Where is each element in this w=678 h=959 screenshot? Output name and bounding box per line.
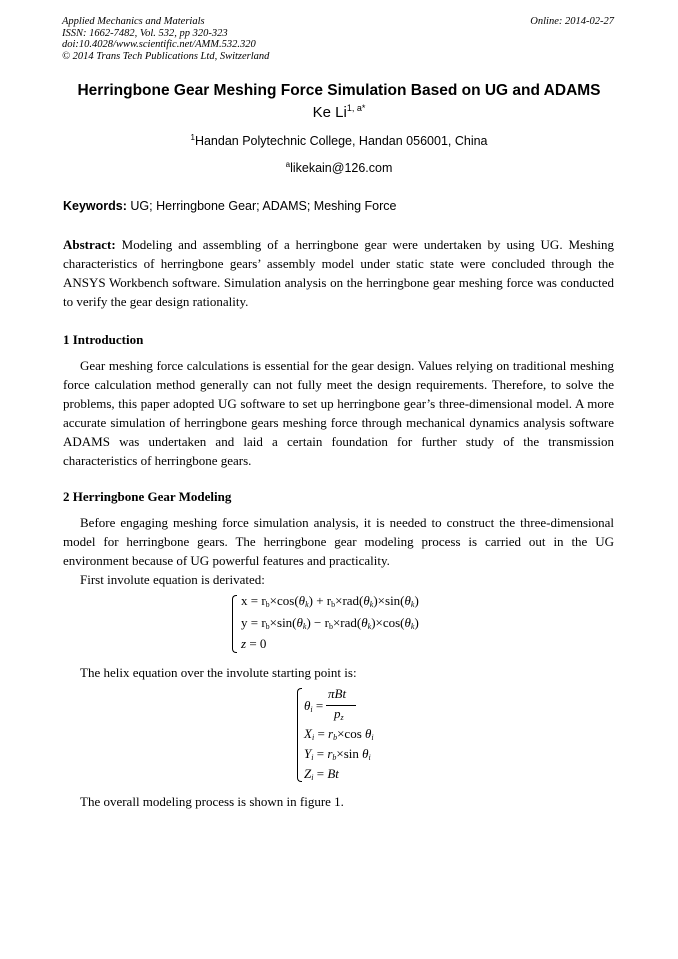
involute-equation [232,593,462,655]
helix-eq-x: Xi = rb×cos θi [304,726,374,742]
journal-header [62,16,269,62]
involute-eq-x: $x = r_b\times\cos(\theta k) + r_b\times rad(\theta k)\times\sin(\theta k)$ [241,593,419,609]
copyright-line: © 2014 Trans Tech Publications Ltd, Switzerland [62,50,270,62]
abstract-label: Abstract: [63,237,116,252]
journal-name: Applied Mechanics and Materials [62,16,205,27]
section-heading-modeling: 2 Herringbone Gear Modeling [63,489,232,504]
helix-fraction-denominator: pz [334,706,344,722]
modeling-paragraph: Before engaging meshing force simulation analysis, it is needed to construct the three-dimensional model for herringbone gears. The herringbone gear modeling process is carried out in the UG environment because of UG powerful features and practicality. [63,515,614,568]
helix-eq-y: Yi = rb×sin θi [304,746,371,762]
abstract-text: Modeling and assembling of a herringbone gear were undertaken by using UG. Meshing characteristics of herringbone gears’ assembly model under static state were concluded through the ANSYS Workbench software. Simulation analysis on the herringbone gear meshing force was conducted to verify the gear design rationality. [63,237,614,309]
doi-line[interactable]: doi:10.4028/www.scientific.net/AMM.532.320 [62,39,256,50]
abstract-paragraph [63,235,614,311]
introduction-paragraph: Gear meshing force calculations is essential for the gear design. Values relying on traditional meshing force calculation method generally can not fully meet the design requirements. Therefore, to solve the problems, this paper adopted UG software to set up herringbone gear’s three-dimensional model. A more accurate simulation of herringbone gears meshing force through mechanical dynamics analysis software ADAMS was undertaken and laid a certain foundation for further study of the transmission characteristics of herringbone gears. [63,358,614,468]
helix-fraction-numerator: πBt [328,686,347,701]
keywords-label: Keywords: [63,199,127,213]
issn-line: ISSN: 1662-7482, Vol. 532, pp 320-323 [62,27,228,39]
author-superscript: 1, a* [346,103,366,113]
affiliation-superscript: 1 [190,133,195,142]
section-heading-introduction: 1 Introduction [63,332,144,347]
keywords-text: UG; Herringbone Gear; ADAMS; Meshing Force [130,199,397,213]
affiliation-text: Handan Polytechnic College, Handan 056001, China [194,134,488,149]
involute-brace [232,595,237,653]
helix-eq-z: Zi = Bt [304,766,339,782]
email-superscript: a [285,160,291,169]
involute-intro: First involute equation is derivated: [80,572,265,587]
helix-brace [297,688,302,782]
helix-equation [297,686,407,784]
keywords-line [63,199,396,213]
overall-process-line: The overall modeling process is shown in figure 1. [80,794,344,809]
involute-eq-y: $y = r_b\times\sin(\theta k) - r_b\times rad(\theta k)\times\cos(\theta k)$ [241,615,419,631]
email-line [0,160,678,175]
helix-intro: The helix equation over the involute starting point is: [80,665,357,680]
author-line [0,103,678,121]
email-address[interactable]: likekain@126.com [290,161,393,176]
author-name: Ke Li [312,104,347,121]
helix-eq-theta: θi = [304,698,324,714]
online-date: Online: 2014-02-27 [530,16,614,27]
paper-title: Herringbone Gear Meshing Force Simulation Based on UG and ADAMS [77,82,601,99]
affiliation-line [0,133,678,148]
involute-eq-z: z = 0 [241,636,267,651]
